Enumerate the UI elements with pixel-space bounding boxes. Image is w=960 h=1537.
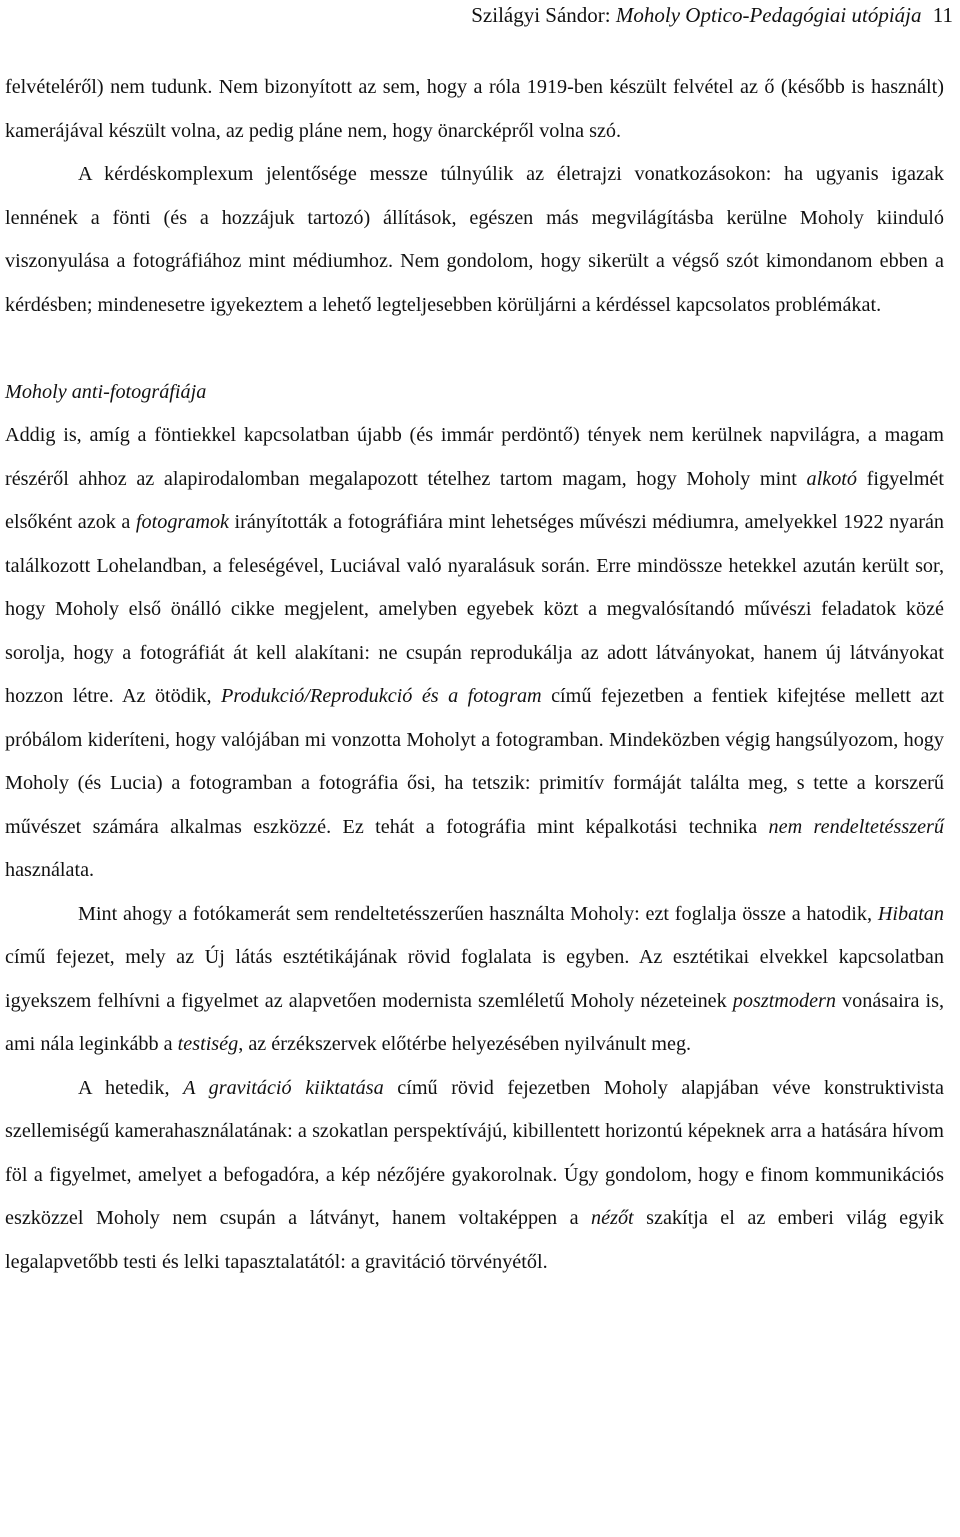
italic-run: Hibatan [877, 902, 944, 925]
text-run: használata. [5, 859, 95, 881]
text-run: Addig is, amíg a föntiekkel kapcsolatban újabb (és immár perdöntő) tények nem kerülnek napvilágra, a magam részéről ahhoz az alapirodalomban megalapozott tételhez tartom magam, hogy Moholy mint [5, 424, 944, 490]
italic-run: alkotó [806, 467, 858, 490]
italic-run: testiség [177, 1033, 239, 1055]
text-run: című fejezet, mely az Új látás esztétikájának rövid foglalata is egyben. Az esztétikai elvekkel kapcsolatban igyekszem felhívni a figyelmet az alapvetően modernista szemléletű Moholy nézeteinek [5, 946, 944, 1012]
text-run: című fejezetben a fentiek kifejtése mellett azt próbálom kideríteni, hogy valójában mi vonzotta Moholyt a fotogramban. Mindeközben végig hangsúlyozom, hogy Moholy (és Lucia) a fotogramban a fotográfia ősi, ha tetszik: primitív formáját találta meg, s tette a korszerű művészet számára alkalmas eszközzé. Ez tehát a fotográfia mint képalkotási technika [5, 685, 944, 838]
text-run: figyelmét elsőként azok a [5, 467, 945, 533]
text-run: című rövid fejezetben Moholy alapjában véve konstruktivista szellemiségű kamerahasználatának: a szokatlan perspektívájú, kibillentett horizontú képeknek arra a hatására hívom föl a figyelmet, amelyet a befogadóra, a kép nézőjére gyakorolnak. Úgy gondolom, hogy e finom kommunikációs eszközzel Moholy nem csupán a látványt, hanem voltaképpen a [5, 1076, 945, 1229]
text-run: A hetedik, [78, 1076, 184, 1099]
text-run: irányították a fotográfiára mint lehetséges művészi médiumra, amelyekkel 1922 nyarán találkozott Lohelandban, a feleségével, Luciával való nyaralásuk során. Erre mindössze hetekkel azután került sor, hogy Moholy első önálló cikke megjelent, amelyben egyebek közt a megvalósítandó művészi feladatok közé sorolja, hogy a fotográfiát át kell alakítani: ne csupán reprodukálja az adott látványokat, hanem új látványokat hozzon létre. Az ötödik, [5, 511, 945, 707]
header-title: Moholy Optico-Pedagógiai utópiája [615, 3, 922, 27]
italic-run: posztmodern [732, 989, 836, 1012]
italic-run: nézőt [591, 1207, 634, 1229]
text-run: szakítja el az emberi világ egyik legalapvetőbb testi és lelki tapasztalatától: a gravitáció törvényétől. [5, 1207, 944, 1273]
italic-run: nem rendeltetésszerű [768, 815, 944, 838]
page-number: 11 [932, 3, 953, 27]
italic-run: A gravitáció kiiktatása [183, 1076, 384, 1099]
paragraph-5 [5, 1067, 944, 1285]
text-run: vonásaira is, ami nála leginkább a [5, 989, 944, 1055]
running-header [471, 0, 953, 30]
paragraph-2: A kérdéskomplexum jelentősége messze túlnyúlik az életrajzi vonatkozásokon: ha ugyanis igazak lennének a fönti (és a hozzájuk tartozó) állítások, egészen más megvilágításba kerülne Moholy kiinduló viszonyulása a fotográfiához mint médiumhoz. Nem gondolom, hogy sikerült a végső szót kimondanom ebben a kérdésben; mindenesetre igyekeztem a lehető legteljesebben körüljárni a kérdéssel kapcsolatos problémákat. [5, 163, 944, 316]
paragraph-4 [5, 893, 944, 1067]
section-heading: Moholy anti-fotográfiája [5, 380, 207, 403]
italic-run: fotogramok [135, 511, 230, 533]
paragraph-3 [5, 414, 944, 893]
text-run: Mint ahogy a fotókamerát sem rendeltetésszerűen használta Moholy: ezt foglalja össze a hatodik, [78, 902, 878, 925]
text-run: , az érzékszervek előtérbe helyezésében nyilvánult meg. [238, 1033, 692, 1055]
italic-run: Produkció/Reprodukció és a fotogram [221, 685, 542, 707]
paragraph-1: felvételéről) nem tudunk. Nem bizonyított az sem, hogy a róla 1919-ben készült felvétel az ő (később is használt) kamerájával készült volna, az pedig pláne nem, hogy önarcképről volna szó. [5, 76, 944, 142]
header-author: Szilágyi Sándor: [471, 3, 611, 27]
body-text [5, 66, 944, 1284]
